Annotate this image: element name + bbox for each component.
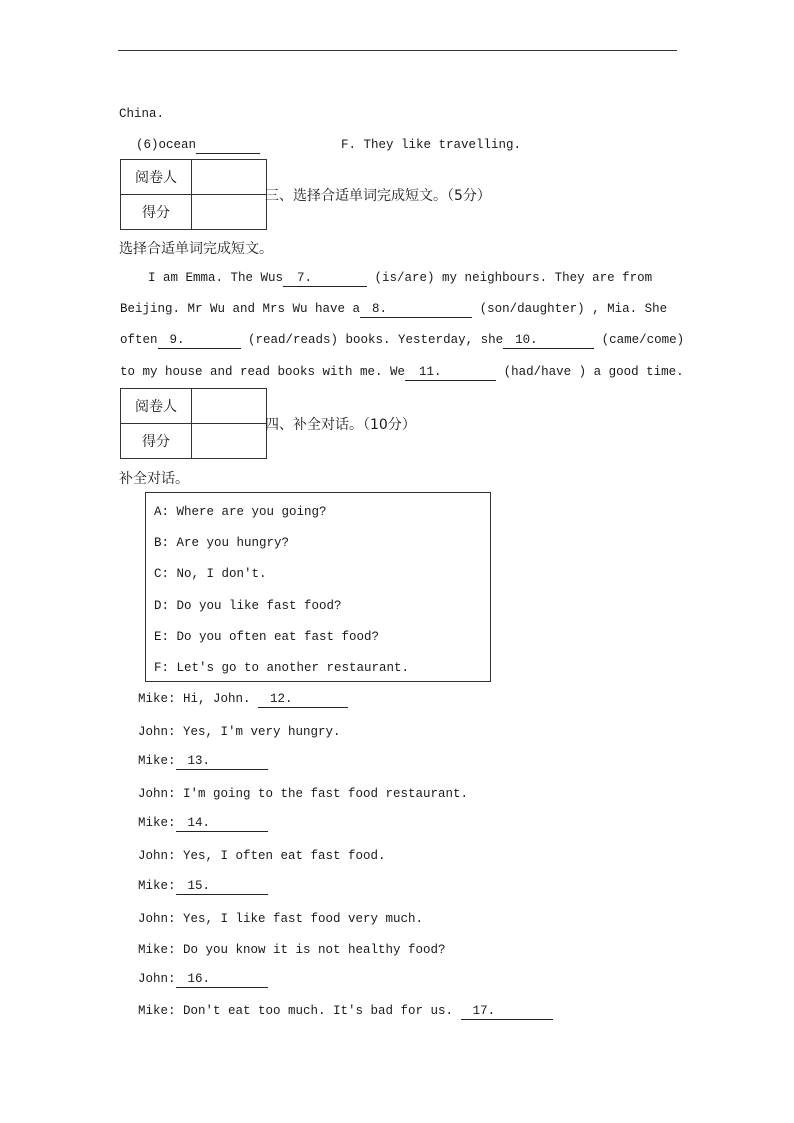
passage-line-1 bbox=[148, 271, 652, 287]
score-label: 得分 bbox=[121, 195, 192, 230]
header-rule bbox=[118, 50, 677, 51]
grader-cell[interactable] bbox=[192, 389, 267, 424]
options-box bbox=[145, 492, 491, 682]
grader-cell[interactable] bbox=[192, 160, 267, 195]
passage-text: I am Emma. The Wus bbox=[148, 271, 284, 285]
answer-blank-10[interactable]: 10. bbox=[503, 334, 594, 349]
grader-label: 阅卷人 bbox=[121, 160, 192, 195]
dialogue-text: Mike: bbox=[138, 816, 176, 830]
dialogue-text: Mike: Hi, John. bbox=[138, 692, 251, 706]
answer-blank-14[interactable]: 14. bbox=[176, 817, 268, 832]
option-c: C: No, I don't. bbox=[154, 567, 267, 581]
option-f-text: F. They like travelling. bbox=[341, 138, 522, 152]
dialogue-line: John: I'm going to the fast food restaurant. bbox=[138, 787, 469, 801]
answer-blank-9[interactable]: 9. bbox=[158, 334, 241, 349]
grader-label: 阅卷人 bbox=[121, 389, 192, 424]
passage-line-4 bbox=[120, 365, 684, 381]
dialogue-text: John: bbox=[138, 972, 176, 986]
option-f: F: Let's go to another restaurant. bbox=[154, 661, 410, 675]
passage-text: (had/have ) a good time. bbox=[503, 365, 684, 379]
dialogue-text: Mike: bbox=[138, 879, 176, 893]
passage-text: often bbox=[120, 333, 158, 347]
section-4-instruction: 补全对话。 bbox=[119, 471, 189, 487]
passage-text: (son/daughter) , Mia. She bbox=[479, 302, 668, 316]
passage-text: to my house and read books with me. We bbox=[120, 365, 406, 379]
score-cell[interactable] bbox=[192, 424, 267, 459]
passage-text: (read/reads) books. Yesterday, she bbox=[248, 333, 504, 347]
answer-blank-15[interactable]: 15. bbox=[176, 880, 268, 895]
passage-text: Beijing. Mr Wu and Mrs Wu have a bbox=[120, 302, 361, 316]
dialogue-text: Mike: Don't eat too much. It's bad for us. bbox=[138, 1004, 454, 1018]
answer-blank-8[interactable]: 8. bbox=[360, 303, 472, 318]
answer-blank-7[interactable]: 7. bbox=[283, 272, 367, 287]
continuation-text: China. bbox=[119, 107, 165, 121]
option-b: B: Are you hungry? bbox=[154, 536, 290, 550]
passage-line-3 bbox=[120, 333, 684, 349]
section-3-instruction: 选择合适单词完成短文。 bbox=[119, 241, 273, 257]
dialogue-line bbox=[138, 754, 268, 770]
passage-line-2 bbox=[120, 302, 667, 318]
item-6 bbox=[136, 138, 260, 154]
option-e: E: Do you often eat fast food? bbox=[154, 630, 380, 644]
section-3-title: 三、选择合适单词完成短文。（5分） bbox=[265, 188, 491, 204]
answer-blank-13[interactable]: 13. bbox=[176, 755, 268, 770]
option-a: A: Where are you going? bbox=[154, 505, 327, 519]
dialogue-line bbox=[138, 972, 268, 988]
dialogue-line: Mike: Do you know it is not healthy food? bbox=[138, 943, 446, 957]
dialogue-line: John: Yes, I'm very hungry. bbox=[138, 725, 341, 739]
dialogue-line: John: Yes, I like fast food very much. bbox=[138, 912, 424, 926]
section-4-title: 四、补全对话。（10分） bbox=[265, 417, 416, 433]
item-6-label: (6)ocean bbox=[136, 138, 197, 152]
answer-blank-11[interactable]: 11. bbox=[405, 366, 496, 381]
score-label: 得分 bbox=[121, 424, 192, 459]
dialogue-line bbox=[138, 879, 268, 895]
answer-blank-17[interactable]: 17. bbox=[461, 1005, 553, 1020]
answer-blank-12[interactable]: 12. bbox=[258, 693, 348, 708]
passage-text: (came/come) bbox=[601, 333, 685, 347]
answer-blank-6[interactable] bbox=[196, 139, 260, 154]
score-table-section-3 bbox=[120, 159, 267, 230]
dialogue-line: John: Yes, I often eat fast food. bbox=[138, 849, 386, 863]
dialogue-line bbox=[138, 1004, 553, 1020]
answer-blank-16[interactable]: 16. bbox=[176, 973, 268, 988]
dialogue-text: Mike: bbox=[138, 754, 176, 768]
score-table-section-4 bbox=[120, 388, 267, 459]
dialogue-line bbox=[138, 692, 348, 708]
dialogue-line bbox=[138, 816, 268, 832]
option-d: D: Do you like fast food? bbox=[154, 599, 342, 613]
passage-text: (is/are) my neighbours. They are from bbox=[374, 271, 653, 285]
score-cell[interactable] bbox=[192, 195, 267, 230]
